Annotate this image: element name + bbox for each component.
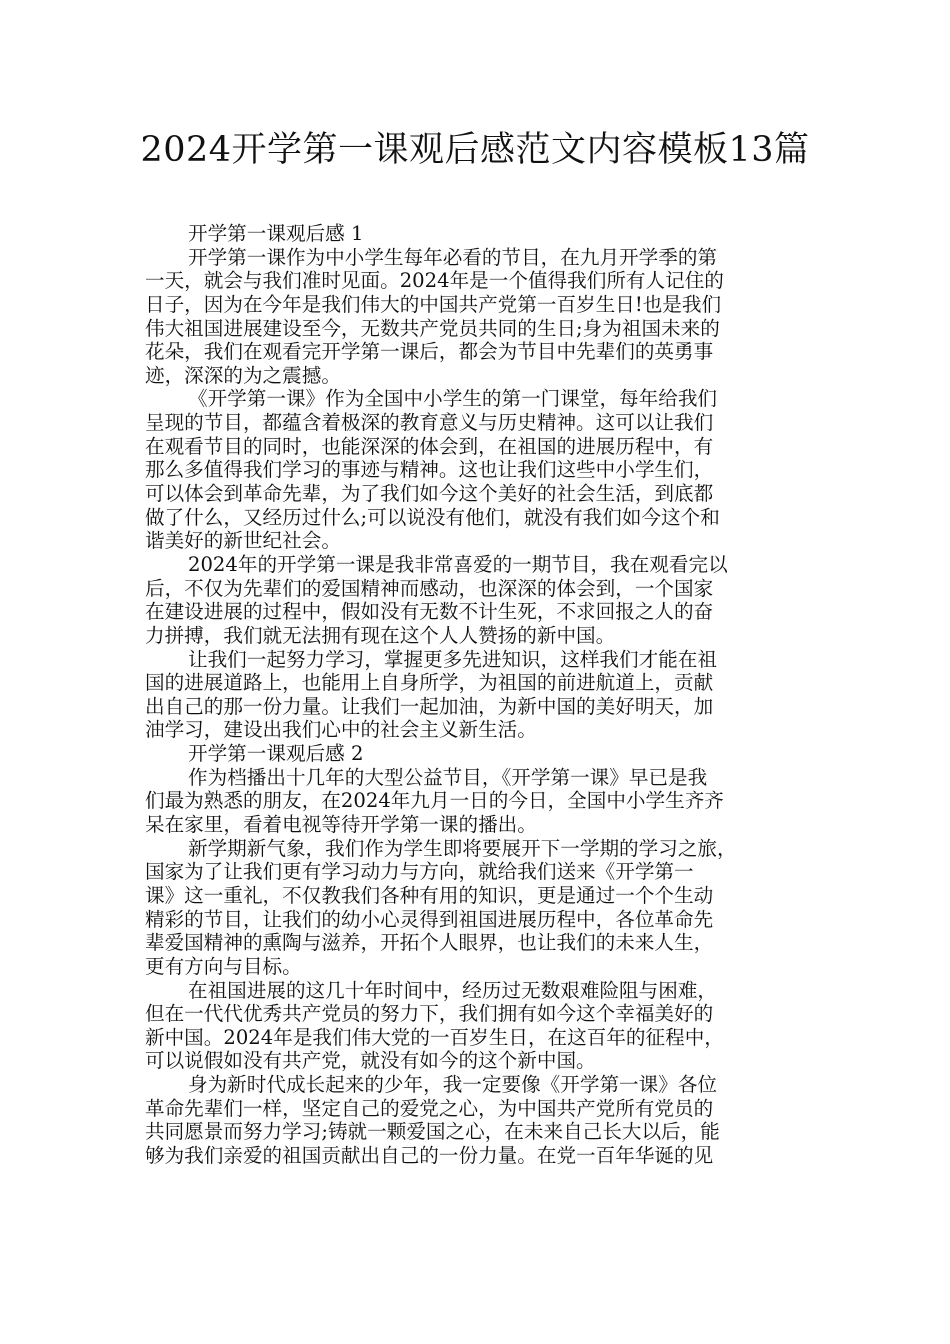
paragraph-line: 那么多值得我们学习的事迹与精神。这也让我们这些中小学生们， bbox=[145, 458, 714, 482]
paragraph-line: 作为档播出十几年的大型公益节目，《开学第一课》早已是我 bbox=[188, 765, 708, 789]
paragraph-line: 够为我们亲爱的祖国贡献出自己的一份力量。在党一百年华诞的见 bbox=[145, 1143, 714, 1167]
section-heading-2: 开学第一课观后感 2 bbox=[188, 742, 364, 766]
paragraph-line: 一天，就会与我们准时见面。2024年是一个值得我们所有人记住的 bbox=[145, 269, 724, 293]
paragraph-line: 伟大祖国进展建设至今，无数共产党员共同的生日;身为祖国未来的 bbox=[145, 316, 720, 340]
paragraph-line: 新中国。2024年是我们伟大党的一百岁生日，在这百年的征程中， bbox=[145, 1025, 724, 1049]
paragraph-line: 《开学第一课》作为全国中小学生的第一门课堂，每年给我们 bbox=[188, 387, 718, 411]
paragraph-line: 精彩的节目，让我们的幼小心灵得到祖国进展历程中，各位革命先 bbox=[145, 907, 714, 931]
paragraph-line: 共同愿景而努力学习;铸就一颗爱国之心，在未来自己长大以后，能 bbox=[145, 1120, 720, 1144]
section-heading-1: 开学第一课观后感 1 bbox=[188, 222, 364, 245]
paragraph-line: 在建设进展的过程中，假如没有无数不计生死，不求回报之人的奋 bbox=[145, 600, 714, 624]
paragraph-line: 在观看节目的同时，也能深深的体会到，在祖国的进展历程中，有 bbox=[145, 434, 714, 458]
paragraph-line: 但在一代代优秀共产党员的努力下，我们拥有如今这个幸福美好的 bbox=[145, 1002, 714, 1026]
paragraph-line: 在祖国进展的这几十年时间中，经历过无数艰难险阻与困难， bbox=[188, 978, 718, 1002]
paragraph-line: 力拼搏，我们就无法拥有现在这个人人赞扬的新中国。 bbox=[145, 623, 616, 647]
paragraph-line: 后，不仅为先辈们的爱国精神而感动，也深深的体会到，一个国家 bbox=[145, 576, 714, 600]
paragraph-line: 更有方向与目标。 bbox=[145, 954, 302, 978]
paragraph-line: 新学期新气象，我们作为学生即将要展开下一学期的学习之旅， bbox=[188, 836, 737, 860]
paragraph-line: 做了什么，又经历过什么;可以说没有他们，就没有我们如今这个和 bbox=[145, 505, 720, 529]
paragraph-line: 日子，因为在今年是我们伟大的中国共产党第一百岁生日!也是我们 bbox=[145, 292, 722, 316]
document-body bbox=[145, 222, 815, 1168]
paragraph-line: 呆在家里，看着电视等待开学第一课的播出。 bbox=[145, 813, 537, 837]
paragraph-line: 出自己的那一份力量。让我们一起加油，为新中国的美好明天，加 bbox=[145, 694, 714, 718]
paragraph-line: 国家为了让我们更有学习动力与方向，就给我们送来《开学第一 bbox=[145, 860, 694, 884]
paragraph-line: 开学第一课作为中小学生每年必看的节目，在九月开学季的第 bbox=[188, 245, 718, 269]
paragraph-line: 花朵，我们在观看完开学第一课后，都会为节目中先辈们的英勇事 bbox=[145, 340, 714, 364]
document-title: 2024开学第一课观后感范文内容模板13篇 bbox=[140, 130, 810, 170]
paragraph-line: 国的进展道路上，也能用上自身所学，为祖国的前进航道上，贡献 bbox=[145, 671, 714, 695]
paragraph-line: 油学习，建设出我们心中的社会主义新生活。 bbox=[145, 718, 537, 742]
paragraph-line: 迹，深深的为之震撼。 bbox=[145, 363, 341, 387]
paragraph-line: 们最为熟悉的朋友，在2024年九月一日的今日，全国中小学生齐齐 bbox=[145, 789, 724, 813]
paragraph-line: 革命先辈们一样，坚定自己的爱党之心，为中国共产党所有党员的 bbox=[145, 1096, 714, 1120]
paragraph-line: 辈爱国精神的熏陶与滋养，开拓个人眼界，也让我们的未来人生， bbox=[145, 931, 714, 955]
paragraph-line: 可以体会到革命先辈，为了我们如今这个美好的社会生活，到底都 bbox=[145, 482, 714, 506]
paragraph-line: 2024年的开学第一课是我非常喜爱的一期节目，我在观看完以 bbox=[188, 552, 728, 576]
paragraph-line: 呈现的节目，都蕴含着极深的教育意义与历史精神。这可以让我们 bbox=[145, 411, 714, 435]
paragraph-line: 课》这一重礼，不仅教我们各种有用的知识，更是通过一个个生动 bbox=[145, 883, 714, 907]
paragraph-line: 可以说假如没有共产党，就没有如今的这个新中国。 bbox=[145, 1049, 596, 1073]
paragraph-line: 谐美好的新世纪社会。 bbox=[145, 529, 341, 553]
paragraph-line: 身为新时代成长起来的少年，我一定要像《开学第一课》各位 bbox=[188, 1073, 718, 1097]
paragraph-line: 让我们一起努力学习，掌握更多先进知识，这样我们才能在祖 bbox=[188, 647, 718, 671]
